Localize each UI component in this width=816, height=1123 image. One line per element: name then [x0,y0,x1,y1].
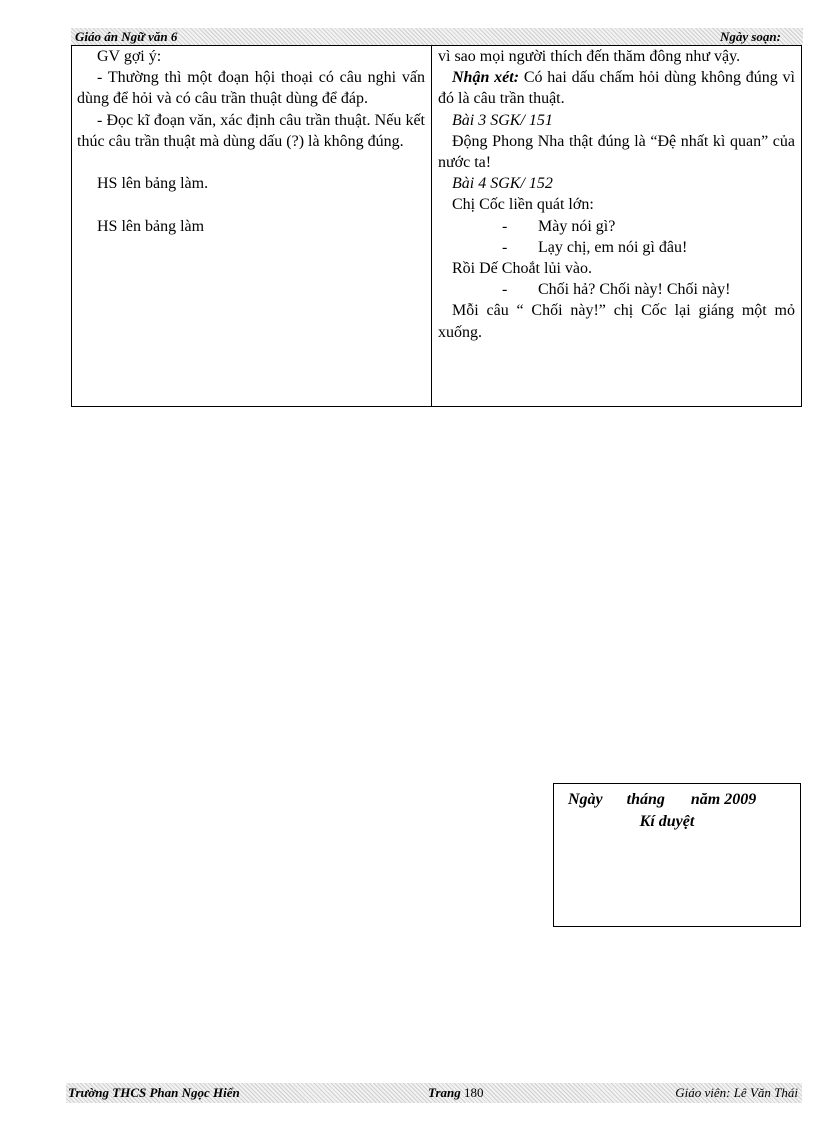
approval-month: tháng [626,791,665,808]
teacher-label: Giáo viên: [675,1085,734,1100]
exercise-4-line: Mỗi câu “ Chối này!” chị Cốc lại giáng một mỏ xuống. [438,302,795,341]
dash-marker: - [502,217,508,235]
spacer [77,152,425,173]
student-task-2: HS lên bảng làm [97,217,205,235]
dialogue-item [438,237,795,258]
exercise-3-label: Bài 3 SGK/ 151 [452,111,553,129]
teacher [675,1083,798,1103]
exercise-3-answer: Động Phong Nha thật đúng là “Đệ nhất kì quan” của nước ta! [438,132,795,172]
dialogue-item [438,279,795,300]
approval-box [553,783,801,927]
exercise-4-line: Chị Cốc liền quát lớn: [452,196,594,214]
dialogue-item [438,216,795,237]
student-task-1: HS lên bảng làm. [97,175,209,193]
page-header [71,28,803,45]
teacher-hint-1: - Thường thì một đoạn hội thoại có câu nghi vấn dùng để hỏi và có câu trần thuật dùng để đáp. [77,69,425,108]
dash-marker: - [502,238,508,256]
teacher-hint-heading: GV gợi ý: [97,48,162,65]
dash-marker: - [502,281,508,299]
content-column [432,46,801,406]
approval-title: Kí duyệt [639,813,695,830]
remark-label: Nhận xét: [452,69,520,87]
page-number [428,1083,484,1103]
approval-year: năm 2009 [690,791,757,808]
teacher-activity-column [72,46,432,406]
dialogue-text: Chối hả? Chối này! Chối này! [538,281,731,299]
teacher-hint-2: - Đọc kĩ đoạn văn, xác định câu trần thuật. Nếu kết thúc câu trần thuật mà dùng dấu (?) là không đúng. [77,111,425,150]
remark [438,67,795,109]
exercise-4-label: Bài 4 SGK/ 152 [452,175,553,193]
spacer [77,194,425,215]
approval-date [568,789,756,811]
dialogue-text: Lạy chị, em nói gì đâu! [538,238,688,256]
dialogue-text: Mày nói gì? [538,217,616,235]
page-number-value: 180 [464,1085,484,1100]
lesson-title: Giáo án Ngữ văn 6 [75,29,178,44]
content-line: vì sao mọi người thích đến thăm đông như vậy. [438,48,741,65]
approval-day: Ngày [568,791,603,808]
page-footer [66,1083,802,1103]
lesson-table [71,45,802,407]
exercise-4-line: Rồi Dế Choắt lủi vào. [452,260,592,278]
prep-date-label: Ngày soạn: [719,29,781,44]
page-label: Trang [428,1085,461,1100]
school-name: Trường THCS Phan Ngọc Hiển [68,1085,240,1100]
remark-text: Có hai dấu chấm hỏi dùng không đúng vì đó là câu trần thuật. [438,69,796,108]
teacher-name: Lê Văn Thái [733,1085,798,1100]
